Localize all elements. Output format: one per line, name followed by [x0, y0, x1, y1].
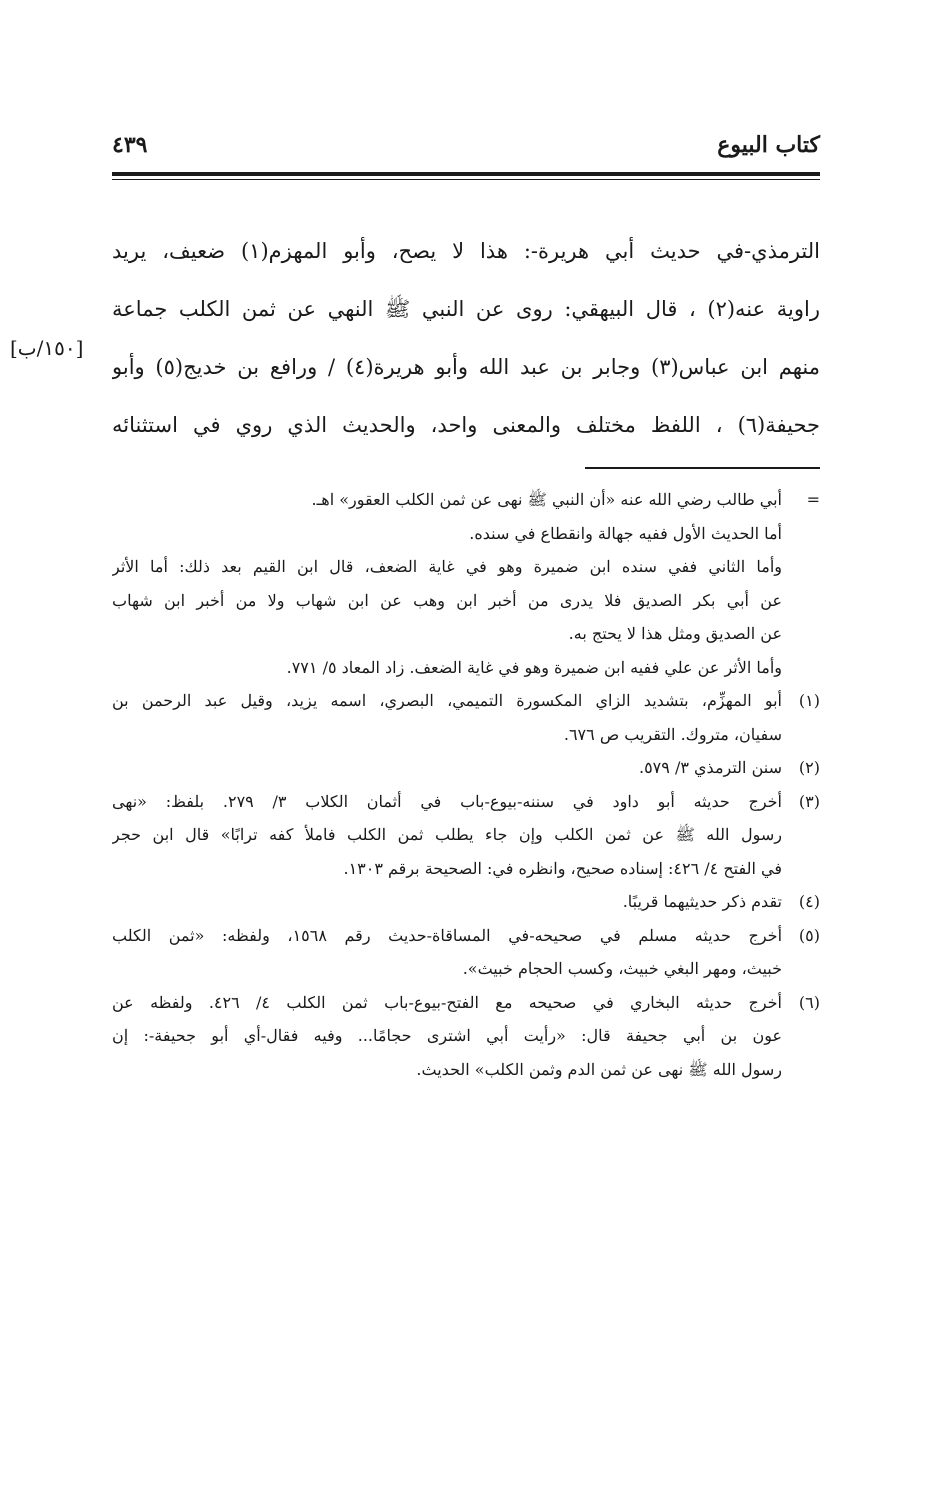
main-text: [112, 222, 820, 454]
footnote-line: خبيث، ومهر البغي خبيث، وكسب الحجام خبيث».: [462, 959, 782, 978]
footnote-marker: (٦): [798, 992, 820, 1012]
footnote-line: سنن الترمذي ٣/ ٥٧٩.: [638, 758, 782, 777]
footnote-separator: [585, 467, 820, 469]
footnote-line: وأما الأثر عن علي ففيه ابن ضميرة وهو في غاية الضعف. زاد المعاد ٥/ ٧٧١.: [286, 657, 782, 677]
footnote-line: رسول الله ﷺ نهى عن ثمن الدم وثمن الكلب» الحديث.: [416, 1059, 782, 1079]
page-number: ٤٣٩: [112, 132, 148, 158]
main-text-line: الترمذي-في حديث أبي هريرة-: هذا لا يصح، وأبو المهزم(١) ضعيف، يريد: [112, 239, 820, 263]
footnote-line: تقدم ذكر حديثيهما قريبًا.: [622, 892, 782, 911]
footnote-2: [112, 751, 820, 785]
footnote-line: رسول الله ﷺ عن ثمن الكلب وإن جاء يطلب ثمن الكلب فاملأ كفه ترابًا» قال ابن حجر: [112, 825, 782, 844]
footnote-marker: (٤): [798, 892, 820, 911]
footnote-line: أبي طالب رضي الله عنه «أن النبي ﷺ نهى عن ثمن الكلب العقور» اهـ.: [311, 490, 782, 509]
footnote-line: أخرج حديثه أبو داود في سننه-بيوع-باب في أثمان الكلاب ٣/ ٢٧٩. بلفظ: «نهى: [112, 791, 782, 811]
footnote-marker: (٢): [798, 758, 820, 777]
footnote-1: [112, 684, 820, 751]
main-text-line: جحيفة(٦) ، اللفظ مختلف والمعنى واحد، والحديث الذي روي في استثنائه: [112, 413, 820, 437]
footnote-line: في الفتح ٤/ ٤٢٦: إسناده صحيح، وانظره في: الصحيحة برقم ١٣٠٣.: [343, 858, 782, 878]
manuscript-folio-marker: [١٥٠/ب]: [10, 336, 84, 360]
footnote-marker: (٣): [798, 791, 820, 811]
footnote-line: عن الصديق ومثل هذا لا يحتج به.: [568, 624, 782, 643]
footnote-line: وأما الثاني ففي سنده ابن ضميرة وهو في غاية الضعف، قال ابن القيم بعد ذلك: أما الأثر: [112, 557, 782, 576]
header-rule-thin: [112, 179, 820, 180]
page-header: [112, 128, 820, 168]
footnote-line: عون بن أبي جحيفة قال: «رأيت أبي اشترى حجامًا... وفيه فقال-أي أبو جحيفة-: إن: [112, 1026, 782, 1045]
footnote-line: سفيان، متروك. التقريب ص ٦٧٦.: [563, 724, 782, 744]
main-text-line: منهم ابن عباس(٣) وجابر بن عبد الله وأبو هريرة(٤) / ورافع بن خديج(٥) وأبو: [112, 355, 820, 379]
footnote-line: عن أبي بكر الصديق فلا يدرى من أخبر ابن وهب عن ابن شهاب ولا من أخبر ابن شهاب: [112, 590, 782, 610]
footnote-marker: (٥): [798, 925, 820, 945]
footnote-5: [112, 919, 820, 986]
footnote-marker: (١): [798, 691, 820, 710]
footnote-continuation: [112, 483, 820, 684]
footnote-marker: =: [806, 490, 820, 509]
footnote-3: [112, 785, 820, 886]
footnote-4: [112, 885, 820, 919]
header-rule-thick: [112, 172, 820, 176]
footnote-line: أما الحديث الأول ففيه جهالة وانقطاع في سنده.: [469, 523, 782, 543]
main-text-line: راوية عنه(٢) ، قال البيهقي: روى عن النبي ﷺ النهي عن ثمن الكلب جماعة: [112, 297, 820, 321]
footnote-line: أخرج حديثه البخاري في صحيحه مع الفتح-بيوع-باب ثمن الكلب ٤/ ٤٢٦. ولفظه عن: [112, 992, 782, 1012]
footnotes: [112, 483, 820, 1086]
footnote-6: [112, 986, 820, 1087]
footnote-line: أخرج حديثه مسلم في صحيحه-في المساقاة-حديث رقم ١٥٦٨، ولفظه: «ثمن الكلب: [112, 925, 782, 945]
chapter-title: كتاب البيوع: [717, 132, 820, 158]
footnote-line: أبو المهزِّم، بتشديد الزاي المكسورة التميمي، البصري، اسمه يزيد، وقيل عبد الرحمن بن: [112, 691, 782, 710]
